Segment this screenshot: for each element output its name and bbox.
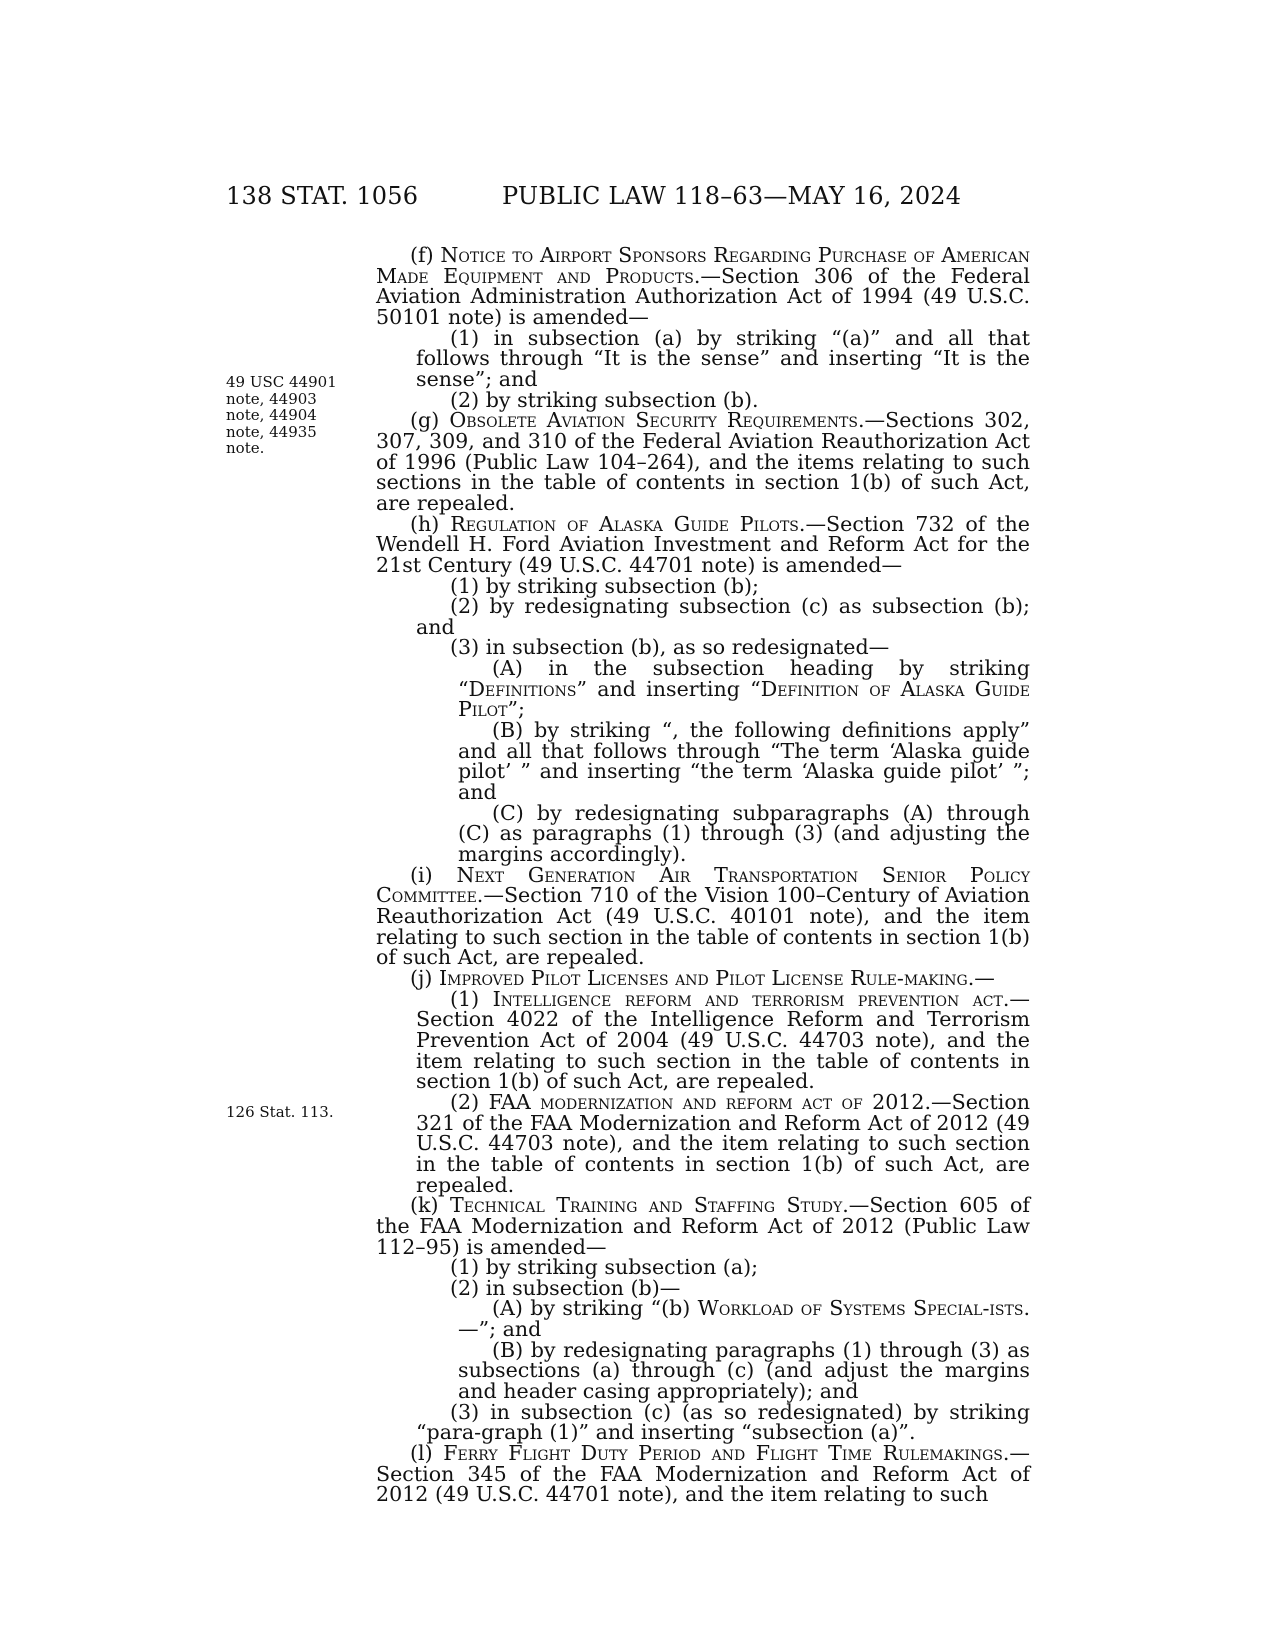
paragraph-k-2: (2) in subsection (b)— — [450, 1275, 681, 1300]
paragraph-f — [376, 245, 1030, 328]
para-lead: (k) — [410, 1193, 451, 1218]
paragraph-f-2: (2) by striking subsection (b). — [450, 387, 759, 412]
para-heading: Obsolete Aviation Security Requirements. — [449, 408, 865, 433]
text-part: (A) by striking “(b) — [492, 1296, 698, 1321]
para-heading: Next Generation Air Transportation Senior Policy Committee. — [376, 862, 1030, 908]
page-header-title: PUBLIC LAW 118–63—MAY 16, 2024 — [502, 182, 962, 210]
paragraph-k-1: (1) by striking subsection (a); — [450, 1255, 759, 1280]
para-text: —Section 345 of the FAA Modernization and Reform Act of 2012 (49 U.S.C. 44701 note), and the item relating to such — [376, 1441, 1031, 1507]
paragraph-h-1: (1) by striking subsection (b); — [450, 573, 759, 598]
small-caps-term: Workload of Systems Special-ists. — [697, 1296, 1030, 1321]
para-lead: (f) — [410, 243, 441, 267]
paragraph-k-2-B: (B) by redesignating paragraphs (1) through (3) as subsections (a) through (c) (and adjust the margins and header casing appropriately); and — [458, 1337, 1030, 1404]
paragraph-h-3-A — [458, 658, 1030, 720]
para-text: —Section 321 of the FAA Modernization and Reform Act of 2012 (49 U.S.C. 44703 note), and the item relating to such section in the table of contents in section 1(b) of such Act, are repealed. — [416, 1089, 1030, 1197]
para-heading: Improved Pilot Licenses and Pilot License Rule-making. — [439, 965, 975, 990]
paragraph-h — [376, 511, 1030, 577]
para-text: —Section 4022 of the Intelligence Reform and Terrorism Prevention Act of 2004 (49 U.S.C. 44703 note), and the item relating to such section in the table of contents in section 1(b) of such Act, are repealed. — [416, 986, 1030, 1094]
para-text: —Section 306 of the Federal Aviation Administration Authorization Act of 1994 (49 U.S.C. 50101 note) is amended— — [376, 263, 1030, 329]
text-part: —”; and — [458, 1317, 542, 1342]
small-caps-term: Definition of Alaska Guide Pilot — [458, 676, 1030, 722]
paragraph-j-2 — [416, 1089, 1030, 1197]
para-text: —Sections 302, 307, 309, and 310 of the Federal Aviation Reauthorization Act of 1996 (Public Law 104–264), and the items relating to such sections in the table of contents in section 1(b) of such Act, are repealed. — [376, 408, 1030, 515]
para-lead: (l) — [410, 1441, 444, 1466]
para-lead: (g) — [410, 408, 450, 433]
para-heading: Notice to Airport Sponsors Regarding Purchase of American Made Equipment and Products. — [376, 243, 1030, 288]
paragraph-k-3: (3) in subsection (c) (as so redesignated) by striking “para-graph (1)” and inserting “subsection (a)”. — [416, 1399, 1030, 1445]
text-part: ”; — [507, 697, 525, 722]
page-header-stat: 138 STAT. 1056 — [226, 182, 419, 210]
para-heading: Intelligence reform and terrorism prevention act. — [492, 986, 1010, 1011]
para-text: — — [974, 965, 995, 990]
para-text: —Section 710 of the Vision 100–Century of Aviation Reauthorization Act (49 U.S.C. 40101 note), and the item relating to such section in the table of contents in section 1(b) of such Act, are repealed. — [376, 883, 1030, 970]
para-heading: Technical Training and Staffing Study. — [450, 1193, 849, 1218]
small-caps-term: Definitions — [468, 676, 577, 701]
paragraph-k-2-A — [458, 1296, 1030, 1342]
margin-note-usc: 49 USC 44901 note, 44903 note, 44904 note, 44935 note. — [226, 373, 337, 457]
para-lead: (2) — [450, 1089, 489, 1114]
paragraph-j-1 — [416, 986, 1030, 1094]
para-lead: (j) — [410, 965, 440, 990]
para-heading: FAA modernization and reform act of 2012. — [488, 1089, 932, 1114]
para-text: —Section 605 of the FAA Modernization and Reform Act of 2012 (Public Law 112–95) is amended— — [376, 1193, 1030, 1259]
paragraph-l — [376, 1443, 1030, 1505]
document-body — [376, 245, 1030, 1505]
para-heading: Regulation of Alaska Guide Pilots. — [450, 511, 806, 536]
paragraph-h-3: (3) in subsection (b), as so redesignated— — [450, 635, 890, 660]
paragraph-j — [376, 965, 1030, 990]
para-text: —Section 732 of the Wendell H. Ford Aviation Investment and Reform Act for the 21st Century (49 U.S.C. 44701 note) is amended— — [376, 511, 1030, 577]
paragraph-h-3-C: (C) by redesignating subparagraphs (A) through (C) as paragraphs (1) through (3) (and adjusting the margins accordingly). — [458, 800, 1030, 867]
paragraph-i — [376, 862, 1030, 970]
paragraph-h-3-B: (B) by striking “, the following definitions apply” and all that follows through “The term ‘Alaska guide pilot’ ” and inserting “the term ‘Alaska guide pilot’ ”; and — [458, 718, 1030, 805]
para-lead: (1) — [450, 986, 493, 1011]
paragraph-f-1: (1) in subsection (a) by striking “(a)” and all that follows through “It is the sense” and inserting “It is the sense”; and — [416, 325, 1030, 391]
paragraph-g — [376, 410, 1030, 513]
para-heading: Ferry Flight Duty Period and Flight Time Rulemakings. — [443, 1441, 1010, 1466]
text-part: ” and inserting “ — [576, 676, 761, 701]
para-lead: (h) — [410, 511, 451, 536]
text-part: (A) in the subsection heading by striking “ — [458, 656, 1030, 701]
paragraph-h-2: (2) by redesignating subsection (c) as subsection (b); and — [416, 594, 1030, 639]
para-lead: (i) — [410, 862, 457, 887]
paragraph-k — [376, 1195, 1030, 1257]
margin-note-stat: 126 Stat. 113. — [226, 1103, 334, 1121]
